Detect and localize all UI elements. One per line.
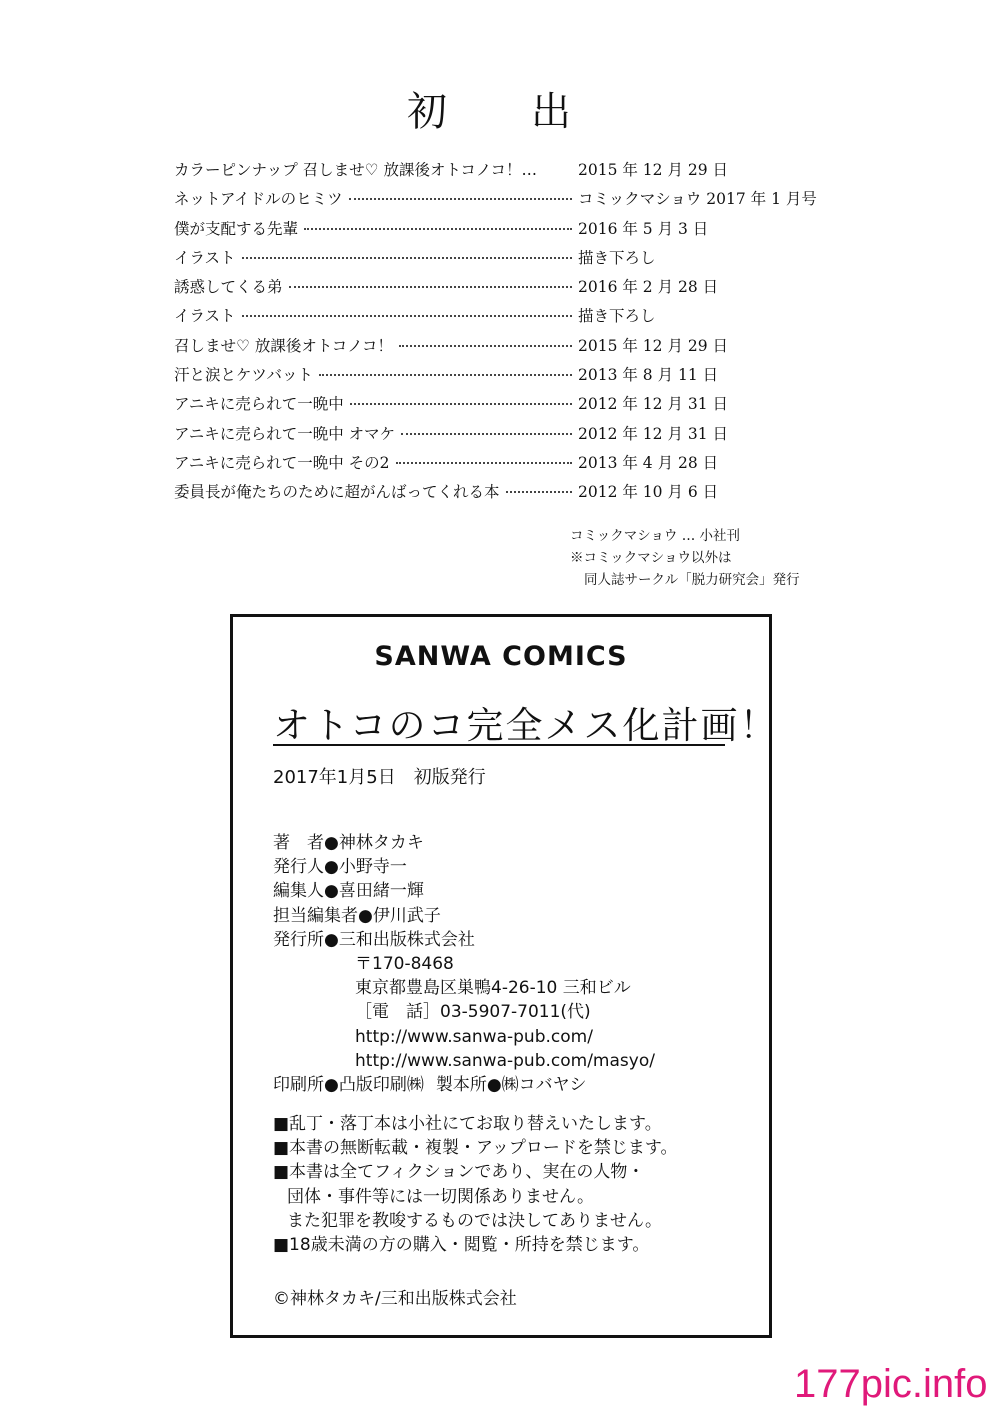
website-link-masyo[interactable]: http://www.sanwa-pub.com/masyo/: [355, 1050, 655, 1071]
toc-row: [174, 187, 834, 216]
leader-dots: [319, 374, 572, 376]
toc-row: [174, 304, 834, 333]
credits-block: [273, 831, 655, 1097]
publication-date: [273, 763, 486, 789]
imprint-label: SANWA COMICS: [374, 641, 628, 672]
toc-title: 汗と涙とケツバット: [174, 366, 314, 385]
publication-notes: [570, 525, 800, 591]
leader-dots: [242, 257, 572, 259]
address-line: 東京都豊島区巣鴨4-26-10 三和ビル: [355, 978, 631, 999]
toc-date: 2012 年 12 月 31 日: [578, 424, 729, 443]
toc-row: [174, 334, 834, 363]
toc-row: [174, 363, 834, 392]
toc-date: 2012 年 10 月 6 日: [578, 483, 719, 502]
site-watermark: 177pic.info: [794, 1362, 988, 1406]
copyright-line: ©神林タカキ/三和出版株式会社: [273, 1289, 517, 1309]
notice-line: ■本書の無断転載・複製・アップロードを禁じます。: [273, 1138, 678, 1159]
editor-line: 編集人●喜田緒一輝: [273, 881, 424, 902]
toc-row: [174, 451, 834, 480]
notice-line: 団体・事件等には一切関係ありません。: [287, 1186, 595, 1207]
toc-row: [174, 480, 834, 509]
assigned-editor-line: 担当編集者●伊川武子: [273, 905, 441, 926]
printer-binder-line: [273, 1073, 655, 1097]
toc-title: ネットアイドルのヒミツ: [174, 190, 343, 209]
leader-dots: [289, 286, 572, 288]
book-title: オトコのコ完全メス化計画！: [273, 704, 779, 747]
leader-dots: [242, 315, 572, 317]
toc-title: 委員長が俺たちのために超がんばってくれる本: [174, 483, 500, 502]
toc-date: 2016 年 2 月 28 日: [578, 278, 719, 297]
leader-dots: [304, 228, 572, 230]
toc-title: アニキに売られて一晩中 オマケ: [174, 424, 396, 443]
edition-label: 初版発行: [413, 767, 486, 788]
toc-date: 2016 年 5 月 3 日: [578, 219, 709, 238]
toc-title: 僕が支配する先輩: [174, 219, 299, 238]
title-underline: [273, 744, 725, 746]
notice-line: ■乱丁・落丁本は小社にてお取り替えいたします。: [273, 1114, 662, 1134]
colophon-box: [230, 614, 779, 1338]
publisher-person-line: 発行人●小野寺一: [273, 857, 407, 878]
leader-dots: [349, 198, 572, 200]
leader-dots: [350, 403, 572, 405]
notices-block: [273, 1112, 678, 1257]
toc-date: 描き下ろし: [578, 248, 656, 267]
toc-row: [174, 275, 834, 304]
toc-title: カラーピンナップ 召しませ♡ 放課後オトコノコ！…: [174, 161, 538, 179]
phone-line: ［電 話］03-5907-7011(代): [355, 1002, 591, 1023]
toc-row: [174, 217, 834, 246]
leader-dots: [401, 433, 572, 435]
toc-row: [174, 246, 834, 275]
leader-dots: [396, 462, 572, 464]
toc-date: 2012 年 12 月 31 日: [578, 395, 729, 414]
toc-row: [174, 422, 834, 451]
toc-title: イラスト: [174, 307, 236, 326]
note-line: ※コミックマショウ以外は: [570, 550, 732, 566]
website-link[interactable]: http://www.sanwa-pub.com/: [355, 1026, 593, 1047]
author-line: 著 者●神林タカキ: [273, 833, 424, 853]
leader-dots: [399, 345, 572, 347]
toc-date: 2013 年 8 月 11 日: [578, 366, 719, 385]
toc-title: イラスト: [174, 248, 236, 267]
toc-row: [174, 392, 834, 421]
publisher-company-line: 発行所●三和出版株式会社: [273, 929, 475, 950]
toc-title: アニキに売られて一晩中 その2: [174, 453, 390, 472]
toc-row: [174, 158, 834, 187]
first-appearance-heading: 初 出: [407, 89, 593, 135]
toc-date: 2013 年 4 月 28 日: [578, 453, 719, 472]
notice-line: また犯罪を教唆するものでは決してありません。: [287, 1210, 663, 1231]
note-line: コミックマショウ … 小社刊: [570, 528, 741, 544]
toc-date: 2015 年 12 月 29 日: [578, 161, 729, 179]
toc-title: 召しませ♡ 放課後オトコノコ！: [174, 336, 393, 355]
release-date: 2017年1月5日: [273, 767, 396, 788]
binder: 製本所●㈱コバヤシ: [435, 1075, 587, 1096]
leader-dots: [506, 491, 572, 493]
printer: 印刷所●凸版印刷㈱: [273, 1075, 424, 1096]
note-line: 同人誌サークル「脱力研究会」発行: [584, 572, 800, 588]
notice-line: ■本書は全てフィクションであり、実在の人物・: [273, 1162, 645, 1183]
toc-date: コミックマショウ 2017 年 1 月号: [578, 190, 817, 209]
toc-date: 2015 年 12 月 29 日: [578, 336, 729, 355]
first-appearance-list: [174, 158, 834, 510]
toc-date: 描き下ろし: [578, 307, 656, 326]
postal-code: 〒170-8468: [355, 954, 454, 975]
notice-line: ■18歳未満の方の購入・閲覧・所持を禁じます。: [273, 1235, 650, 1256]
toc-title: 誘惑してくる弟: [174, 278, 283, 297]
toc-title: アニキに売られて一晩中: [174, 395, 344, 414]
